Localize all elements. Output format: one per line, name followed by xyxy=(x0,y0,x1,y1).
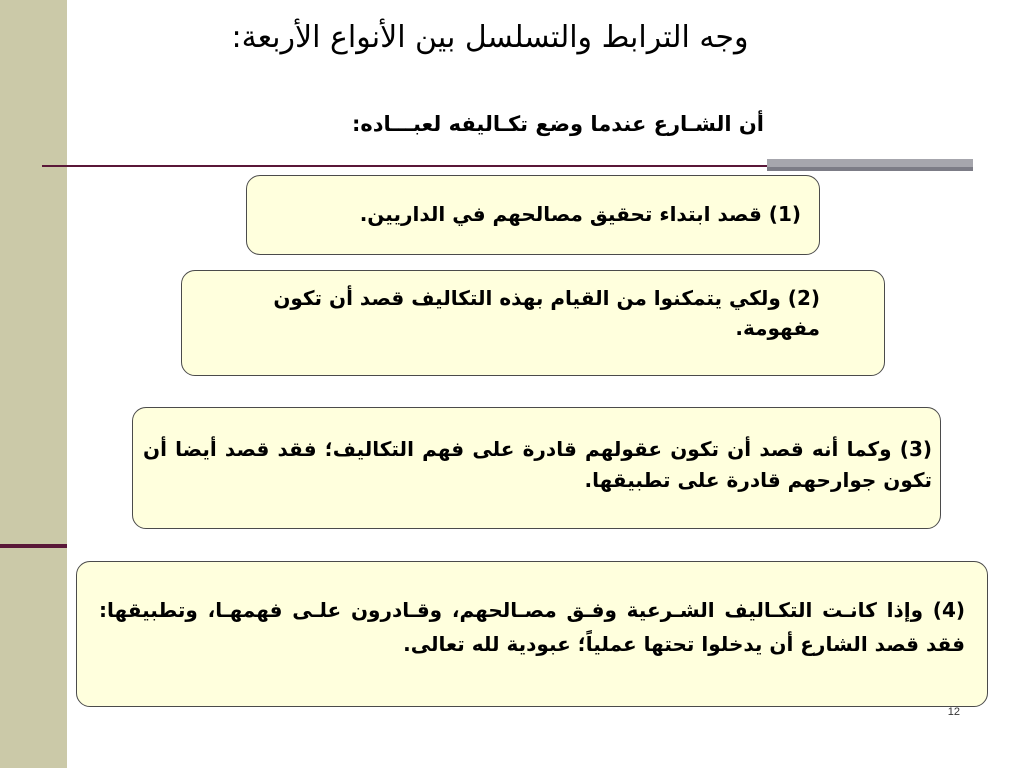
slide-title: وجه الترابط والتسلسل بين الأنواع الأربعة: xyxy=(231,20,749,55)
page-number: 12 xyxy=(947,706,960,718)
header-divider-line xyxy=(42,165,767,167)
sidebar-accent-line xyxy=(0,544,67,548)
point-box-1 xyxy=(246,175,820,255)
slide-subtitle: أن الشـارع عندما وضع تكـاليفه لعبـــاده: xyxy=(351,112,764,136)
sidebar-panel xyxy=(0,0,67,768)
point-text-1: (1) قصد ابتداء تحقيق مصالحهم في الداريين. xyxy=(359,202,801,226)
point-box-2 xyxy=(181,270,885,376)
point-box-3 xyxy=(132,407,941,529)
point-text-4: (4) وإذا كانـت التكـاليف الشـرعية وفـق مصـالحهم، وقـادرون علـى فهمهـا، وتطبيقها: فقد قصد الشارع أن يدخلوا تحتها عملياً؛ عبودية لله تعالى. xyxy=(99,598,965,656)
point-text-2: (2) ولكي يتمكنوا من القيام بهذه التكاليف قصد أن تكون مفهومة. xyxy=(273,286,820,340)
point-box-4 xyxy=(76,561,988,707)
point-text-3: (3) وكما أنه قصد أن تكون عقولهم قادرة على فهم التكاليف؛ فقد قصد أيضا أن تكون جوارحهم قادرة على تطبيقها. xyxy=(143,437,932,492)
header-divider-bar-shade xyxy=(767,167,973,171)
